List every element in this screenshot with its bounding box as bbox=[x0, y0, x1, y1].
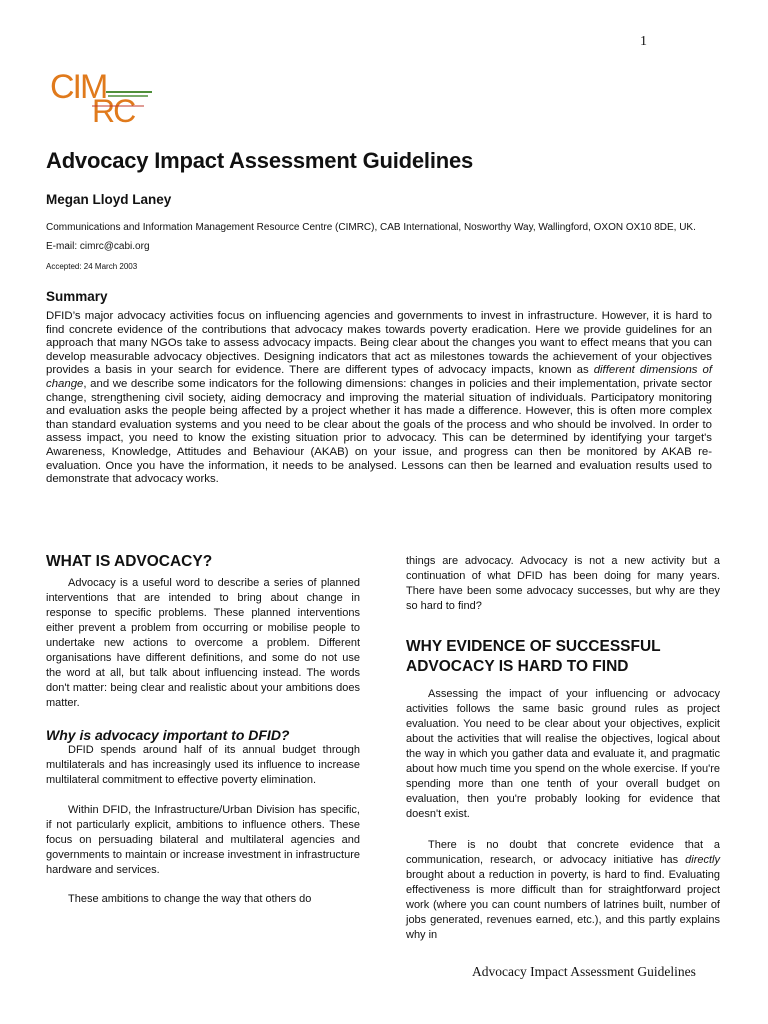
author-email: E-mail: cimrc@cabi.org bbox=[46, 241, 150, 252]
paragraph-concrete-evidence-part2: brought about a reduction in poverty, is hard to find. Evaluating effectiveness is more difficult than for straightforward project work (where you can count numbers of latrines built, number of jobs generated, revenues earned, etc.), and this partly explains why in bbox=[406, 869, 720, 941]
section-heading-why-evidence: WHY EVIDENCE OF SUCCESSFUL ADVOCACY IS HARD TO FIND bbox=[406, 638, 661, 675]
paragraph-assessing-impact: Assessing the impact of your influencing or advocacy activities follows the same basic ground rules as project evaluation. You need to be clear about your objectives, explicit about the activities that will realise the objectives, logical about the way in which you gather data and evaluate it, and pragmatic about how much time you spend on the whole exercise. If you're spending more than one tenth of your overall budget on evaluation, then you're probably looking for evidence that doesn't exist. bbox=[406, 688, 720, 820]
summary-heading: Summary bbox=[46, 289, 108, 304]
cimrc-logo bbox=[48, 66, 158, 124]
section-heading-what-is-advocacy: WHAT IS ADVOCACY? bbox=[46, 553, 213, 570]
author-name: Megan Lloyd Laney bbox=[46, 192, 172, 207]
paragraph-concrete-evidence-part1: There is no doubt that concrete evidence that a communication, research, or advocacy initiative has bbox=[406, 839, 720, 866]
page-number: 1 bbox=[640, 34, 647, 49]
paragraph-infrastructure-division: Within DFID, the Infrastructure/Urban Division has specific, if not particularly explicit, ambitions to influence others. These focus on persuading bilateral and multilateral agencies and governments to maintain or increase investment in infrastructure hardware and services. bbox=[46, 804, 360, 876]
svg-text:CIM: CIM bbox=[50, 68, 107, 106]
summary-text-part2: , and we describe some indicators for the following dimensions: changes in policies and their implementation, private sector change, strengthening civil society, aiding democracy and improving the material situation of individuals. Participatory monitoring and evaluation asks the people being affected by a project whether it has made a difference. However, this is often more complex than standard evaluation systems and you need to be clear about the goals of the process and who should be involved. In order to assess impact, you need to know the existing situation prior to advocacy. This can be determined by identifying your target's Awareness, Knowledge, Attitudes and Behaviour (AKAB) on your issue, and progress can then be monitored by AKAB re-evaluation. Once you have the information, it needs to be analysed. Lessons can then be learned and evaluation results used to demonstrate that advocacy works. bbox=[46, 377, 712, 486]
paragraph-advocacy-definition: Advocacy is a useful word to describe a series of planned interventions that are intended to bring about change in response to specific problems. These planned interventions either prevent a problem from occurring or mobilise people to undertake new actions to overcome a problem. Different organisations have different definitions, and some do not use the word at all, but talk about influencing instead. The words don't matter: being clear and realistic about your ambitions does matter. bbox=[46, 577, 360, 709]
subheading-why-important: Why is advocacy important to DFID? bbox=[46, 727, 290, 743]
paragraph-concrete-evidence bbox=[406, 838, 720, 943]
svg-text:RC: RC bbox=[92, 93, 135, 124]
paragraph-ambitions: These ambitions to change the way that others do bbox=[68, 893, 312, 905]
paragraph-dfid-budget: DFID spends around half of its annual budget through multilaterals and has increasingly used its influence to increase multilateral commitment to effective poverty elimination. bbox=[46, 744, 360, 786]
emphasis-directly: directly bbox=[685, 854, 720, 866]
summary-emphasis: different dimensions of change bbox=[46, 364, 712, 390]
document-title: Advocacy Impact Assessment Guidelines bbox=[46, 148, 474, 173]
author-affiliation: Communications and Information Management Resource Centre (CIMRC), CAB International, Nosworthy Way, Wallingford, OXON OX10 8DE, UK. bbox=[46, 222, 696, 233]
right-column bbox=[406, 554, 720, 943]
left-column bbox=[46, 552, 360, 907]
summary-paragraph bbox=[46, 310, 712, 487]
running-footer-title: Advocacy Impact Assessment Guidelines bbox=[472, 964, 696, 979]
summary-text-part1: DFID’s major advocacy activities focus on influencing agencies and governments to invest in infrastructure. However, it is hard to find concrete evidence of the contributions that advocacy makes towards poverty eradication. Here we provide guidelines for an approach that many NGOs take to assess advocacy impacts. Being clear about the changes you want to effect means that you can develop measurable advocacy objectives. Designing indicators that act as milestones towards the achievement of your objectives provides a basis in your search for evidence. There are different types of advocacy impacts, known as bbox=[46, 310, 712, 377]
paragraph-advocacy-continuation: things are advocacy. Advocacy is not a new activity but a continuation of what DFID has been doing for many years. There have been some advocacy successes, but why are they so hard to find? bbox=[406, 555, 720, 612]
accepted-date: Accepted: 24 March 2003 bbox=[46, 262, 138, 271]
